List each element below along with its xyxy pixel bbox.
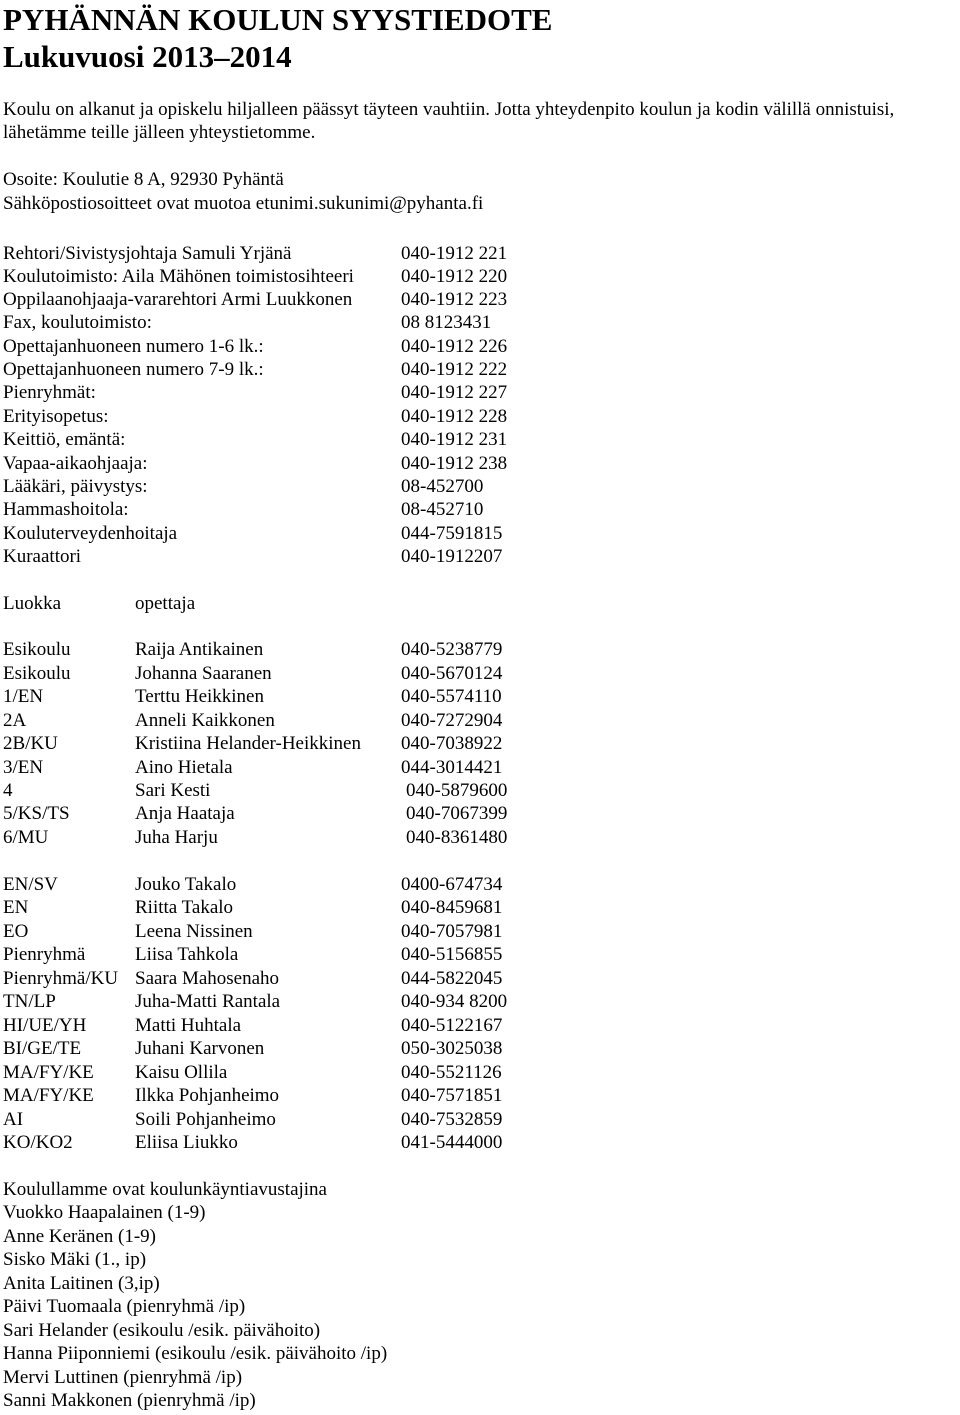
contact-row (3, 288, 943, 311)
phone-cell: 0400-674734 (401, 874, 503, 895)
table-row (3, 896, 943, 919)
contact-label: Erityisopetus: (3, 406, 109, 427)
table-row (3, 756, 943, 779)
phone-cell: 040-7067399 (406, 803, 508, 824)
teacher-cell: Anja Haataja (135, 803, 235, 824)
table-row (3, 662, 943, 685)
teacher-cell: Anneli Kaikkonen (135, 710, 275, 731)
contact-phone: 040-1912 238 (401, 453, 508, 474)
teacher-cell: Riitta Takalo (135, 897, 234, 918)
teacher-cell: Eliisa Liukko (135, 1132, 238, 1153)
teacher-cell: Aino Hietala (135, 757, 233, 778)
contact-phone: 040-1912 221 (401, 243, 508, 264)
phone-cell: 044-3014421 (401, 757, 503, 778)
contact-label: Opettajanhuoneen numero 7-9 lk.: (3, 359, 264, 380)
phone-cell: 040-934 8200 (401, 991, 508, 1012)
teacher-cell: Matti Huhtala (135, 1015, 242, 1036)
contact-row (3, 335, 943, 358)
phone-cell: 040-7532859 (401, 1109, 503, 1130)
contact-row (3, 405, 943, 428)
teacher-cell: Saara Mahosenaho (135, 968, 280, 989)
teacher-cell: Terttu Heikkinen (135, 686, 264, 707)
phone-cell: 040-5574110 (401, 686, 502, 707)
table-row (3, 638, 943, 661)
phone-cell: 040-5122167 (401, 1015, 503, 1036)
phone-cell: 040-5670124 (401, 663, 503, 684)
class-column-header: Luokka (3, 593, 62, 614)
contact-phone: 08-452700 (401, 476, 484, 497)
table-row (3, 685, 943, 708)
class-cell: Pienryhmä/KU (3, 968, 119, 989)
table-row (3, 802, 943, 825)
table-row (3, 1061, 943, 1084)
table-row (3, 1037, 943, 1060)
list-item: Anita Laitinen (3,ip) (3, 1273, 160, 1294)
table-row (3, 873, 943, 896)
class-cell: AI (3, 1109, 24, 1130)
contact-phone: 040-1912 220 (401, 266, 508, 287)
class-cell: BI/GE/TE (3, 1038, 82, 1059)
address-line: Osoite: Koulutie 8 A, 92930 Pyhäntä (3, 169, 284, 190)
document-subtitle: Lukuvuosi 2013–2014 (3, 39, 292, 74)
contact-phone: 08 8123431 (401, 312, 492, 333)
teacher-cell: Juhani Karvonen (135, 1038, 265, 1059)
contact-label: Vapaa-aikaohjaaja: (3, 453, 148, 474)
contact-phone: 040-1912 227 (401, 382, 508, 403)
email-format-line: Sähköpostiosoitteet ovat muotoa etunimi.sukunimi@pyhanta.fi (3, 193, 484, 214)
class-cell: EO (3, 921, 29, 942)
contact-row (3, 265, 943, 288)
phone-cell: 040-7038922 (401, 733, 503, 754)
teacher-cell: Soili Pohjanheimo (135, 1109, 276, 1130)
phone-cell: 040-5156855 (401, 944, 503, 965)
contact-phone: 044-7591815 (401, 523, 503, 544)
contact-label: Hammashoitola: (3, 499, 129, 520)
contact-row (3, 545, 943, 568)
contact-phone: 040-1912 223 (401, 289, 508, 310)
teacher-cell: Kaisu Ollila (135, 1062, 228, 1083)
contact-label: Opettajanhuoneen numero 1-6 lk.: (3, 336, 264, 357)
class-cell: 3/EN (3, 757, 44, 778)
class-cell: 5/KS/TS (3, 803, 70, 824)
phone-cell: 040-5238779 (401, 639, 503, 660)
contact-label: Lääkäri, päivystys: (3, 476, 148, 497)
table-row (3, 1084, 943, 1107)
teacher-cell: Raija Antikainen (135, 639, 264, 660)
intro-line-1: Koulu on alkanut ja opiskelu hiljalleen päässyt täyteen vauhtiin. Jotta yhteydenpito koulun ja kodin välillä onnistuisi, (3, 99, 895, 120)
table-row (3, 1131, 943, 1154)
table-row (3, 920, 943, 943)
phone-cell: 050-3025038 (401, 1038, 503, 1059)
contact-label: Oppilaanohjaaja-vararehtori Armi Luukkonen (3, 289, 353, 310)
contact-row (3, 381, 943, 404)
teacher-column-header: opettaja (135, 593, 196, 614)
contact-phone: 040-1912207 (401, 546, 503, 567)
teacher-table-header (3, 592, 943, 615)
teacher-cell: Leena Nissinen (135, 921, 253, 942)
phone-cell: 040-8459681 (401, 897, 503, 918)
class-cell: Pienryhmä (3, 944, 86, 965)
contact-row (3, 311, 943, 334)
contact-row (3, 522, 943, 545)
phone-cell: 040-5879600 (406, 780, 508, 801)
class-cell: MA/FY/KE (3, 1062, 94, 1083)
table-row (3, 967, 943, 990)
class-cell: Esikoulu (3, 663, 71, 684)
assistants-heading: Koulullamme ovat koulunkäyntiavustajina (3, 1179, 327, 1200)
table-row (3, 990, 943, 1013)
table-row (3, 732, 943, 755)
contact-row (3, 358, 943, 381)
list-item: Anne Keränen (1-9) (3, 1226, 156, 1247)
contact-label: Pienryhmät: (3, 382, 96, 403)
teacher-cell: Liisa Tahkola (135, 944, 239, 965)
contact-phone: 040-1912 226 (401, 336, 508, 357)
class-cell: 1/EN (3, 686, 44, 707)
list-item: Sanni Makkonen (pienryhmä /ip) (3, 1390, 256, 1411)
table-row (3, 1014, 943, 1037)
document-title: PYHÄNNÄN KOULUN SYYSTIEDOTE (3, 2, 553, 37)
phone-cell: 040-7272904 (401, 710, 503, 731)
class-cell: KO/KO2 (3, 1132, 73, 1153)
phone-cell: 040-7057981 (401, 921, 503, 942)
contact-phone: 040-1912 228 (401, 406, 508, 427)
contact-label: Fax, koulutoimisto: (3, 312, 152, 333)
teacher-cell: Johanna Saaranen (135, 663, 272, 684)
list-item: Mervi Luttinen (pienryhmä /ip) (3, 1367, 243, 1388)
intro-line-2: lähetämme teille jälleen yhteystietomme. (3, 122, 316, 143)
class-cell: Esikoulu (3, 639, 71, 660)
phone-cell: 040-8361480 (406, 827, 508, 848)
table-row (3, 709, 943, 732)
phone-cell: 040-5521126 (401, 1062, 502, 1083)
contact-label: Rehtori/Sivistysjohtaja Samuli Yrjänä (3, 243, 292, 264)
contact-phone: 040-1912 231 (401, 429, 508, 450)
contact-row (3, 498, 943, 521)
teacher-cell: Juha Harju (135, 827, 218, 848)
class-cell: 2B/KU (3, 733, 58, 754)
class-cell: 2A (3, 710, 27, 731)
class-cell: HI/UE/YH (3, 1015, 87, 1036)
contact-label: Koulutoimisto: Aila Mähönen toimistosihteeri (3, 266, 354, 287)
class-cell: 4 (3, 780, 13, 801)
list-item: Sisko Mäki (1., ip) (3, 1249, 147, 1270)
table-row (3, 943, 943, 966)
contact-row (3, 452, 943, 475)
contact-row (3, 242, 943, 265)
class-cell: MA/FY/KE (3, 1085, 94, 1106)
contact-row (3, 475, 943, 498)
class-cell: EN/SV (3, 874, 58, 895)
phone-cell: 040-7571851 (401, 1085, 503, 1106)
teacher-cell: Ilkka Pohjanheimo (135, 1085, 280, 1106)
list-item: Vuokko Haapalainen (1-9) (3, 1202, 206, 1223)
contact-label: Kuraattori (3, 546, 82, 567)
class-cell: TN/LP (3, 991, 56, 1012)
teacher-cell: Kristiina Helander-Heikkinen (135, 733, 361, 754)
class-cell: EN (3, 897, 29, 918)
table-row (3, 1108, 943, 1131)
list-item: Päivi Tuomaala (pienryhmä /ip) (3, 1296, 246, 1317)
teacher-cell: Juha-Matti Rantala (135, 991, 281, 1012)
list-item: Sari Helander (esikoulu /esik. päivähoito) (3, 1320, 321, 1341)
list-item: Hanna Piiponniemi (esikoulu /esik. päivähoito /ip) (3, 1343, 388, 1364)
contact-label: Keittiö, emäntä: (3, 429, 126, 450)
contact-phone: 08-452710 (401, 499, 484, 520)
table-row (3, 779, 943, 802)
teacher-cell: Jouko Takalo (135, 874, 237, 895)
contact-phone: 040-1912 222 (401, 359, 508, 380)
contact-row (3, 428, 943, 451)
phone-cell: 044-5822045 (401, 968, 503, 989)
table-row (3, 826, 943, 849)
class-cell: 6/MU (3, 827, 49, 848)
teacher-cell: Sari Kesti (135, 780, 211, 801)
contact-label: Kouluterveydenhoitaja (3, 523, 178, 544)
phone-cell: 041-5444000 (401, 1132, 503, 1153)
